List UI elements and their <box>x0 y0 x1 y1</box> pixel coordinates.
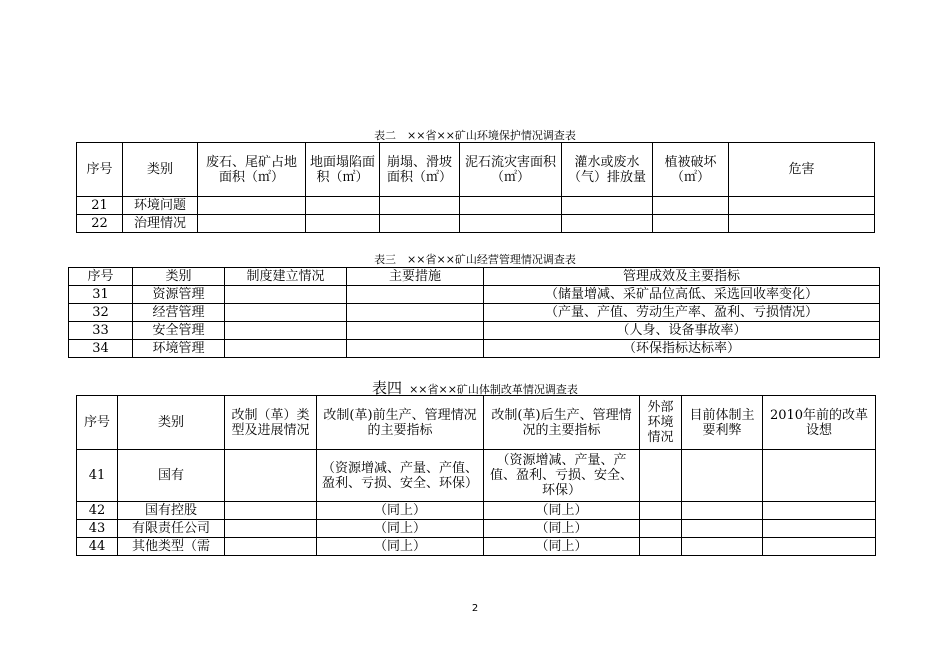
row-number: 33 <box>69 322 133 340</box>
header-cell: 类别 <box>118 396 225 450</box>
row-number: 32 <box>69 304 133 322</box>
row-indicator: （人身、设备事故率） <box>484 322 880 340</box>
empty-cell <box>682 538 763 556</box>
row-number: 42 <box>77 502 118 520</box>
table2-caption: 表二 ××省××矿山环境保护情况调查表 <box>374 129 576 142</box>
row-number: 34 <box>69 340 133 358</box>
row-category: 有限责任公司 <box>118 520 225 538</box>
row-category: 国有 <box>118 450 225 502</box>
row-category: 资源管理 <box>133 286 225 304</box>
empty-cell <box>347 322 484 340</box>
table-row <box>69 286 880 304</box>
empty-cell <box>225 502 317 520</box>
after-indicator: （资源增减、产量、产值、盈利、亏损、安全、环保） <box>484 450 640 502</box>
environment-protection-table <box>76 142 875 233</box>
empty-cell <box>682 450 763 502</box>
empty-cell <box>306 197 380 215</box>
row-number: 31 <box>69 286 133 304</box>
empty-cell <box>380 215 460 233</box>
table-row <box>77 538 876 556</box>
row-number: 21 <box>77 197 123 215</box>
empty-cell <box>347 304 484 322</box>
table-row <box>77 502 876 520</box>
empty-cell <box>460 215 562 233</box>
empty-cell <box>225 286 347 304</box>
row-category: 国有控股 <box>118 502 225 520</box>
empty-cell <box>198 215 306 233</box>
header-cell: 序号 <box>69 268 133 286</box>
empty-cell <box>225 520 317 538</box>
empty-cell <box>640 520 682 538</box>
empty-cell <box>653 197 729 215</box>
empty-cell <box>729 215 875 233</box>
header-cell: 序号 <box>77 396 118 450</box>
empty-cell <box>225 538 317 556</box>
header-cell: 泥石流灾害面积（㎡） <box>460 143 562 197</box>
table-row <box>77 197 875 215</box>
empty-cell <box>653 215 729 233</box>
header-cell: 植被破坏（㎡） <box>653 143 729 197</box>
empty-cell <box>763 538 876 556</box>
header-cell: 类别 <box>123 143 198 197</box>
table-row <box>69 304 880 322</box>
header-cell: 类别 <box>133 268 225 286</box>
empty-cell <box>763 520 876 538</box>
empty-cell <box>225 340 347 358</box>
row-category: 环境问题 <box>123 197 198 215</box>
header-cell: 改制(革)前生产、管理情况的主要指标 <box>317 396 484 450</box>
row-category: 安全管理 <box>133 322 225 340</box>
header-cell: 序号 <box>77 143 123 197</box>
table-row <box>77 450 876 502</box>
before-indicator: （同上） <box>317 538 484 556</box>
row-category: 经营管理 <box>133 304 225 322</box>
header-cell: 目前体制主要利弊 <box>682 396 763 450</box>
header-cell: 崩塌、滑坡面积（㎡） <box>380 143 460 197</box>
after-indicator: （同上） <box>484 520 640 538</box>
header-cell: 危害 <box>729 143 875 197</box>
empty-cell <box>640 502 682 520</box>
table-row <box>77 215 875 233</box>
table-row <box>69 322 880 340</box>
row-category: 其他类型（需 <box>118 538 225 556</box>
empty-cell <box>682 502 763 520</box>
empty-cell <box>460 197 562 215</box>
row-indicator: （储量增减、采矿品位高低、采选回收率变化） <box>484 286 880 304</box>
empty-cell <box>640 450 682 502</box>
header-cell: 管理成效及主要指标 <box>484 268 880 286</box>
header-cell: 灌水或废水（气）排放量 <box>562 143 653 197</box>
page-number: 2 <box>471 603 479 614</box>
business-management-table <box>68 267 880 358</box>
table-row <box>77 520 876 538</box>
empty-cell <box>198 197 306 215</box>
empty-cell <box>347 286 484 304</box>
empty-cell <box>562 215 653 233</box>
table3-caption: 表三 ××省××矿山经营管理情况调查表 <box>374 253 576 266</box>
before-indicator: （资源增减、产量、产值、盈利、亏损、安全、环保） <box>317 450 484 502</box>
row-indicator: （环保指标达标率） <box>484 340 880 358</box>
empty-cell <box>306 215 380 233</box>
before-indicator: （同上） <box>317 520 484 538</box>
empty-cell <box>682 520 763 538</box>
row-indicator: （产量、产值、劳动生产率、盈利、亏损情况） <box>484 304 880 322</box>
empty-cell <box>763 502 876 520</box>
after-indicator: （同上） <box>484 502 640 520</box>
header-cell: 制度建立情况 <box>225 268 347 286</box>
row-number: 43 <box>77 520 118 538</box>
empty-cell <box>225 304 347 322</box>
header-cell: 改制（革）类型及进展情况 <box>225 396 317 450</box>
empty-cell <box>225 322 347 340</box>
row-number: 41 <box>77 450 118 502</box>
table4-caption-prefix: 表四 <box>372 379 403 397</box>
table4-caption-text: ××省××矿山体制改革情况调查表 <box>409 383 578 396</box>
header-cell: 2010年前的改革设想 <box>763 396 876 450</box>
table-row <box>69 340 880 358</box>
row-category: 治理情况 <box>123 215 198 233</box>
header-cell: 改制(革)后生产、管理情况的主要指标 <box>484 396 640 450</box>
empty-cell <box>347 340 484 358</box>
header-cell: 外部环境情况 <box>640 396 682 450</box>
system-reform-table <box>76 395 876 556</box>
empty-cell <box>225 450 317 502</box>
row-category: 环境管理 <box>133 340 225 358</box>
empty-cell <box>729 197 875 215</box>
empty-cell <box>763 450 876 502</box>
empty-cell <box>380 197 460 215</box>
header-cell: 废石、尾矿占地面积（㎡） <box>198 143 306 197</box>
header-cell: 主要措施 <box>347 268 484 286</box>
row-number: 22 <box>77 215 123 233</box>
empty-cell <box>640 538 682 556</box>
header-cell: 地面塌陷面积（㎡） <box>306 143 380 197</box>
empty-cell <box>562 197 653 215</box>
after-indicator: （同上） <box>484 538 640 556</box>
before-indicator: （同上） <box>317 502 484 520</box>
row-number: 44 <box>77 538 118 556</box>
